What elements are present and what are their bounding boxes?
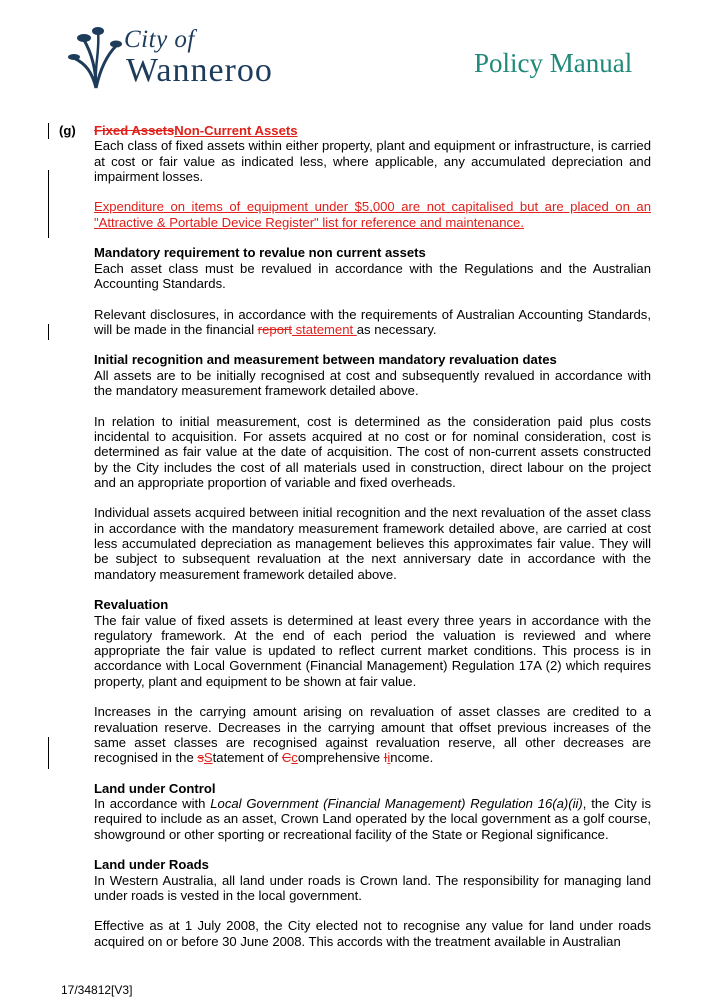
- section-label: (g): [59, 123, 76, 138]
- subheading: Initial recognition and measurement between mandatory revaluation dates: [94, 352, 557, 368]
- revision-bar: [48, 324, 49, 340]
- paragraph: Individual assets acquired between initial recognition and the next revaluation of the asset class in accordance with the mandatory measurement framework detailed above, are carried at cost less accumulated depreciation as management believes this approximates fair value. They will be subject to subsequent revaluation at the next anniversary date in accordance with the mandatory measurement framework detailed above.: [94, 505, 651, 582]
- revision-bar: [48, 170, 49, 238]
- text-run: tatement of: [212, 750, 282, 766]
- inserted-text: Non-Current Assets: [174, 123, 298, 138]
- inserted-text: i: [387, 750, 391, 766]
- paragraph: The fair value of fixed assets is determined at least every three years in accordance with the regulatory framework. At the end of each period the valuation is reviewed and where appropriate the fair value is updated to reflect current market conditions. This process is in accordance with Local Government (Financial Management) Regulation 17A (2) which requires property, plant and equipment to be shown at fair value.: [94, 612, 651, 689]
- inserted-text: Expenditure on items of equipment under $5,000 are not capitalised but are placed on an "Attractive & Portable Device Register" list for reference and maintenance.: [94, 199, 651, 230]
- paragraph: [94, 704, 651, 765]
- paragraph: [94, 796, 651, 842]
- city-logo: [66, 24, 296, 94]
- paragraph: In Western Australia, all land under roads is Crown land. The responsibility for managing land under roads is vested in the local government.: [94, 872, 651, 903]
- revision-bar: [48, 123, 49, 139]
- logo-plant-icon: [66, 24, 126, 90]
- logo-city-text: City of: [124, 26, 195, 53]
- paragraph: [94, 307, 651, 338]
- section-heading: [94, 123, 651, 138]
- document-reference: 17/34812[V3]: [61, 983, 133, 997]
- subheading: Revaluation: [94, 597, 169, 613]
- deleted-text: I: [383, 750, 388, 766]
- revision-bar: [48, 737, 49, 769]
- paragraph: Each asset class must be revalued in accordance with the Regulations and the Australian Accounting Standards.: [94, 260, 651, 291]
- document-body: [94, 123, 651, 964]
- subheading: Land under Roads: [94, 857, 209, 873]
- deleted-text: Fixed Assets: [94, 123, 175, 138]
- paragraph: Effective as at 1 July 2008, the City elected not to recognise any value for land under roads acquired on or before 30 June 2008. This accords with the treatment available in Australian: [94, 918, 651, 949]
- text-run: ncome.: [390, 750, 434, 766]
- subheading: Mandatory requirement to revalue non current assets: [94, 245, 426, 261]
- page-title: Policy Manual: [474, 48, 633, 78]
- paragraph: [94, 199, 651, 230]
- regulation-reference: Local Government (Financial Management) Regulation 16(a)(ii): [210, 796, 583, 812]
- inserted-text: statement: [291, 321, 357, 337]
- deleted-text: report: [257, 321, 292, 337]
- deleted-text: s: [197, 750, 204, 766]
- text-run: as necessary.: [356, 321, 437, 337]
- paragraph: All assets are to be initially recognised at cost and subsequently revalued in accordance with the mandatory measurement framework detailed above.: [94, 367, 651, 399]
- text-run: in the: [161, 750, 198, 766]
- text-run: omprehensive: [297, 750, 384, 766]
- text-run: , the City is required to include as an asset, Crown Land operated by the local government as a golf course, showground or other sporting or recreational facility of the State or Regional significance.: [94, 796, 651, 842]
- paragraph: Each class of fixed assets within either property, plant and equipment or infrastructure, is carried at cost or fair value as indicated less, where applicable, any accumulated depreciation and impairment losses.: [94, 138, 651, 184]
- text-run: Relevant disclosures, in accordance with the requirements of Australian Accounting Standards, will be made in the financial: [94, 306, 651, 337]
- deleted-text: C: [281, 750, 292, 766]
- text-run: Increases in the carrying amount arising on revaluation of asset classes are credited to a revaluation reserve. Decreases in the carrying amount that offset previous increases of the same asset classes are recognised against revaluation reserve, all other decreases are recognised: [94, 704, 651, 766]
- inserted-text: S: [203, 750, 213, 766]
- subheading: Land under Control: [94, 780, 216, 796]
- logo-wanneroo-text: Wanneroo: [126, 52, 273, 89]
- paragraph: In relation to initial measurement, cost is determined as the consideration paid plus costs incidental to acquisition. For assets acquired at no cost or for nominal consideration, cost is determined as fair value at the date of acquisition. The cost of non-current assets constructed by the City includes the cost of all materials used in construction, direct labour on the project and an appropriate proportion of variable and fixed overheads.: [94, 413, 651, 490]
- text-run: In accordance with: [94, 796, 211, 812]
- inserted-text: c: [291, 750, 298, 766]
